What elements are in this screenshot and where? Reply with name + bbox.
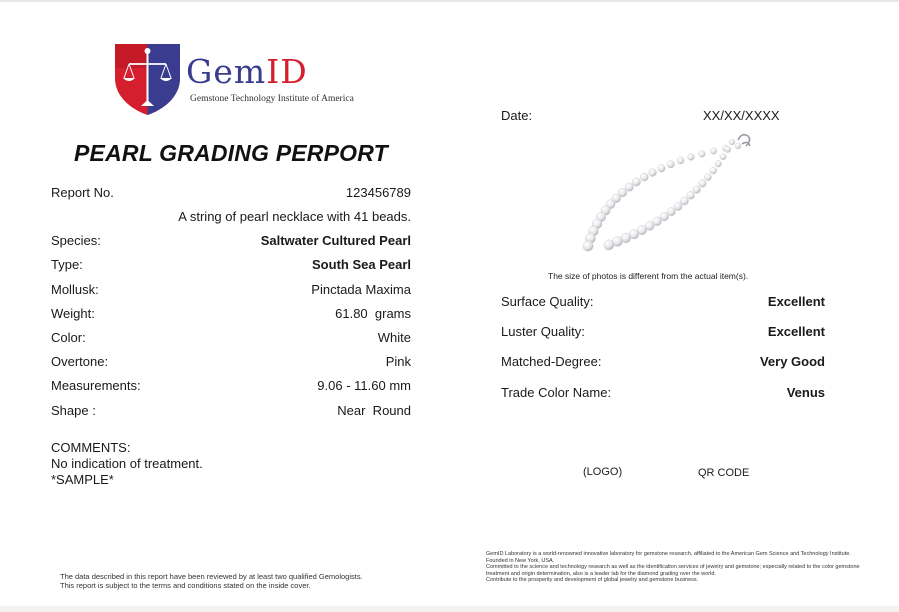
- date-label: Date:: [501, 108, 533, 123]
- field-label: Species:: [51, 233, 101, 248]
- quality-label: Matched-Degree:: [501, 354, 602, 369]
- pearl-bead: [693, 186, 701, 194]
- lab-info-line: Contribute to the prosperity and development of global jewelry and gemstone business.: [486, 577, 699, 583]
- quality-label: Luster Quality:: [501, 324, 585, 339]
- logo-placeholder: (LOGO): [583, 466, 623, 478]
- footer-line: The data described in this report have been reviewed by at least two qualified Gemologists.: [60, 572, 363, 581]
- lab-info-line: Committed to the science and technology research as well as the identification services of jewelry and gemstone; especially related to the color gemstone: [486, 564, 860, 570]
- field-label: Type:: [51, 257, 83, 272]
- field-label: Weight:: [51, 306, 95, 321]
- comments-text: No indication of treatment.: [51, 456, 203, 471]
- quality-luster: [501, 324, 825, 344]
- photo-note: The size of photos is different from the actual item(s).: [548, 271, 749, 281]
- field-value: Pinctada Maxima: [311, 282, 411, 297]
- sample-mark: *SAMPLE*: [51, 472, 114, 487]
- pearl-necklace-image: [570, 128, 770, 268]
- quality-trade-color: [501, 385, 825, 405]
- field-label: Report No.: [51, 185, 114, 200]
- field-label: Shape :: [51, 403, 96, 418]
- field-value: 9.06 - 11.60 mm: [317, 378, 411, 393]
- brand-name: GemID: [186, 52, 308, 91]
- pearl-bead: [632, 178, 640, 186]
- report-title: PEARL GRADING PERPORT: [74, 140, 388, 166]
- field-value: South Sea Pearl: [312, 257, 411, 272]
- pearl-bead: [687, 192, 695, 200]
- field-value: Near Round: [337, 403, 411, 418]
- lab-info-line: GemID Laboratory is a world-renowned innovative laboratory for gemstone research, affiliated to the American Gem Science and Technology Institute.: [486, 551, 851, 557]
- pearl-bead: [729, 139, 735, 145]
- quality-label: Trade Color Name:: [501, 385, 612, 400]
- pearl-bead: [681, 197, 689, 205]
- field-label: Mollusk:: [51, 282, 99, 297]
- footer-disclaimer: [60, 572, 363, 590]
- pearl-bead: [649, 169, 657, 177]
- field-shape: [51, 403, 411, 423]
- quality-label: Surface Quality:: [501, 294, 594, 309]
- pearl-bead: [667, 161, 674, 168]
- pearl-bead: [699, 180, 706, 187]
- field-label: Measurements:: [51, 378, 141, 393]
- field-value: Saltwater Cultured Pearl: [260, 233, 411, 248]
- field-report-no: [51, 185, 411, 205]
- comments-block: [51, 440, 203, 488]
- comments-label: COMMENTS:: [51, 440, 131, 455]
- pearl-bead: [720, 154, 726, 160]
- pearl-bead: [674, 202, 682, 210]
- field-overtone: [51, 354, 411, 374]
- lab-info-line: treatment and origin determination, also is a leader lab for the diamond grading over the world.: [486, 570, 716, 577]
- pearl-bead: [735, 143, 741, 149]
- pearl-bead: [667, 208, 675, 216]
- field-value: 123456789: [345, 185, 411, 200]
- field-weight: [51, 306, 411, 326]
- qr-code-placeholder: QR CODE: [698, 467, 750, 479]
- lab-info-line: Founded in New York, USA.: [486, 557, 555, 564]
- quality-value: Very Good: [759, 354, 825, 369]
- field-value: 61.80 grams: [335, 306, 411, 321]
- date-value: XX/XX/XXXX: [703, 108, 780, 123]
- pearl-bead: [725, 146, 731, 152]
- quality-matched: [501, 354, 825, 374]
- field-type: [51, 257, 411, 277]
- field-value: White: [377, 330, 411, 345]
- pearl-bead: [604, 240, 614, 250]
- field-value: Pink: [385, 354, 411, 369]
- quality-value: Excellent: [767, 294, 825, 309]
- pearl-bead: [710, 148, 716, 154]
- quality-surface: [501, 294, 825, 314]
- top-border: [0, 0, 899, 2]
- pearl-bead: [688, 154, 695, 161]
- quality-value: Venus: [786, 385, 825, 400]
- pearl-bead: [625, 183, 633, 191]
- footer-line: This report is subject to the terms and conditions stated on the inside cover.: [60, 581, 311, 590]
- pearl-bead: [710, 167, 717, 174]
- item-description: A string of pearl necklace with 41 beads.: [178, 209, 411, 224]
- pearl-bead: [705, 174, 712, 181]
- field-species: [51, 233, 411, 253]
- field-label: Overtone:: [51, 354, 109, 369]
- pearl-bead: [715, 161, 722, 168]
- pearl-bead: [699, 151, 706, 158]
- pearl-bead: [677, 157, 684, 164]
- bottom-border: [0, 606, 899, 612]
- lab-info: [486, 551, 880, 584]
- field-label: Color:: [51, 330, 86, 345]
- field-measurements: [51, 378, 411, 398]
- pearl-bead: [640, 173, 648, 181]
- pearl-bead: [583, 241, 593, 251]
- brand-subtitle: Gemstone Technology Institute of America: [190, 94, 354, 104]
- pearl-bead: [658, 165, 666, 173]
- field-mollusk: [51, 282, 411, 302]
- field-color: [51, 330, 411, 350]
- quality-value: Excellent: [767, 324, 825, 339]
